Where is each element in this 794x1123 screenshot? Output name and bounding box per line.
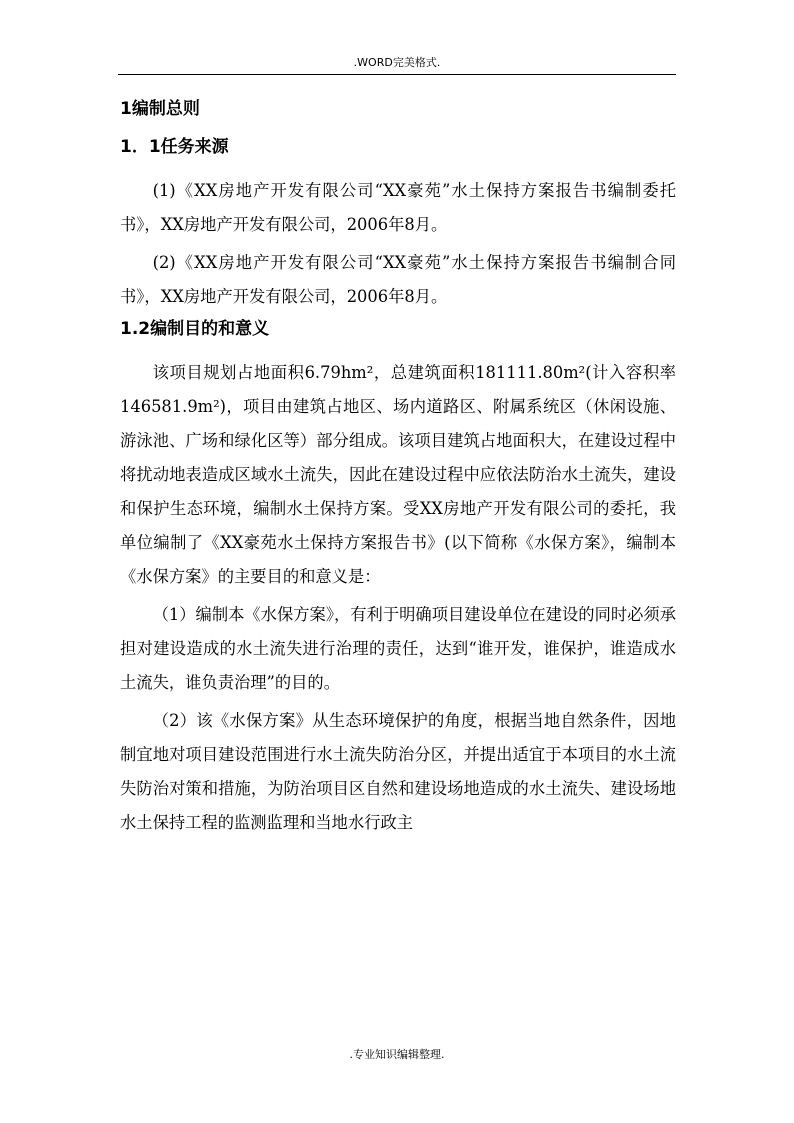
paragraph-purpose-1: （1）编制本《水保方案》，有利于明确项目建设单位在建设的同时必须承担对建设造成的水土流失进行治理的责任，达到“谁开发，谁保护，谁造成水土流失，谁负责治理”的目的。 (120, 605, 676, 692)
footer-text: .专业知识编辑整理. (349, 1048, 445, 1061)
subsection-heading-1-2: 1.2编制目的和意义 (120, 319, 270, 339)
header-text: .WORD完美格式. (353, 56, 441, 69)
paragraph-source-1: (1)《XX房地产开发有限公司“XX豪苑”水土保持方案报告书编制委托书》，XX房地产开发有限公司，2006年8月。 (120, 181, 676, 234)
page-footer (0, 1046, 794, 1062)
paragraph-purpose-2: （2）该《水保方案》从生态环境保护的角度，根据当地自然条件，因地制宜地对项目建设范围进行水土流失防治分区，并提出适宜于本项目的水土流失防治对策和措施，为防治项目区自然和建设场地造成的水土流失、建设场地水土保持工程的监测监理和当地水行政主 (120, 711, 676, 832)
paragraph-purpose-intro: 该项目规划占地面积6.79hm²，总建筑面积181111.80m²(计入容积率146581.9m²)，项目由建筑占地区、场内道路区、附属系统区（休闲设施、游泳池、广场和绿化区等）部分组成。该项目建筑占地面积大，在建设过程中将扰动地表造成区域水土流失，因此在建设过程中应依法防治水土流失，建设和保护生态环境，编制水土保持方案。受XX房地产开发有限公司的委托，我单位编制了《XX豪苑水土保持方案报告书》(以下简称《水保方案》，编制本《水保方案》的主要目的和意义是： (120, 363, 676, 586)
subsection-heading-1-1: 1．1任务来源 (120, 137, 229, 157)
page-header (118, 50, 676, 75)
paragraph-source-2: (2)《XX房地产开发有限公司“XX豪苑”水土保持方案报告书编制合同书》，XX房地产开发有限公司，2006年8月。 (120, 253, 676, 306)
document-body (120, 98, 676, 844)
section-heading-1: 1编制总则 (120, 99, 200, 119)
